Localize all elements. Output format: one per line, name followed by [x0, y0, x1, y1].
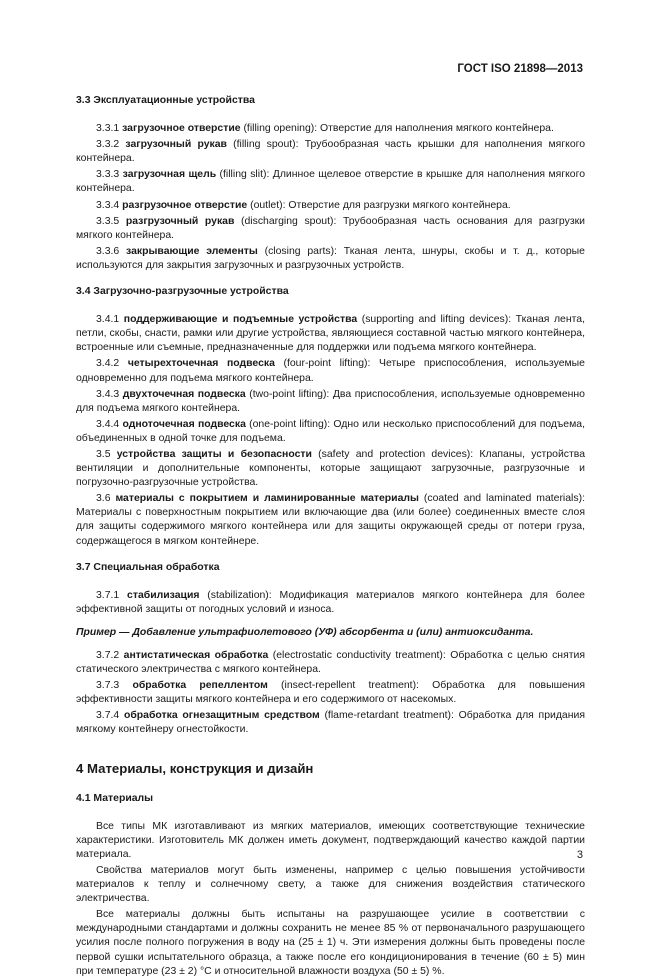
page-number: 3 [576, 849, 583, 861]
term-3-6: 3.6 материалы с покрытием и ламинированные материалы (coated and laminated materials): Материалы с поверхностным покрытием или включающие два (или более) соединенных вместе слоя для защиты содержимого мягкого контейнера или для защиты окружающей среды от потери груза, содержащегося в мягком контейнере. [76, 493, 585, 547]
term-3-3-4: 3.3.4 разгрузочное отверстие (outlet): Отверстие для разгрузки мягкого контейнера. [96, 199, 511, 211]
term-3-7-1: 3.7.1 стабилизация (stabilization): Модификация материалов мягкого контейнера для более эффективной защиты от погодных условий и износа. [76, 589, 585, 615]
subsection-title-3-4: 3.4 Загрузочно-разгрузочные устройства [76, 286, 289, 298]
term-3-3-2: 3.3.2 загрузочный рукав (filling spout): Трубообразная часть крышки для наполнения мягкого контейнера. [76, 139, 586, 165]
example-note: Пример — Добавление ультрафиолетового (УФ) абсорбента и (или) антиоксиданта. [76, 626, 534, 638]
document-code: ГОСТ ISO 21898—2013 [457, 63, 583, 75]
subsection-title-3-3: 3.3 Эксплуатационные устройства [76, 95, 255, 106]
term-3-3-3: 3.3.3 загрузочная щель (filling slit): Длинное щелевое отверстие в крышке для наполнения мягкого контейнера. [76, 169, 585, 195]
term-3-7-2: 3.7.2 антистатическая обработка (electrostatic conductivity treatment): Обработка с целью снятия статического электричества с мягкого контейнера. [76, 650, 585, 676]
paragraph-4-1-3: Все материалы должны быть испытаны на разрушающее усилие в соответствии с международными стандартами и должны сохранить не менее 85 % от первоначального разрушающего усилия после полного погружения в воду на (25 ± 1) ч. Эти измерения должны быть проведены после первой сушки испытательного образца, а также после его кондиционирования в течение (60 ± 5) мин при температуре (23 ± 2) °С и относительной влажности воздуха (50 ± 5) %. [76, 909, 585, 977]
term-3-3-1: 3.3.1 загрузочное отверстие (filling opening): Отверстие для наполнения мягкого контейнера. [96, 123, 554, 135]
term-3-4-1: 3.4.1 поддерживающие и подъемные устройства (supporting and lifting devices): Тканая лента, петли, скобы, снасти, рамки или другие устройства, являющиеся составной частью мягкого контейнера, встроенные или съемные, предназначенные для поддержки или подъема мягкого контейнера. [76, 314, 585, 354]
term-3-4-4: 3.4.4 одноточечная подвеска (one-point lifting): Одно или несколько приспособлений для подъема, объединенных в одной точке для подъема. [76, 418, 585, 444]
subsection-title-4-1: 4.1 Материалы [76, 792, 154, 804]
term-3-4-2: 3.4.2 четырехточечная подвеска (four-point lifting): Четыре приспособления, используемые одновременно для подъема мягкого контейнера. [76, 358, 585, 384]
term-3-3-6: 3.3.6 закрывающие элементы (closing parts): Тканая лента, шнуры, скобы и т. д., которые используются для закрытия загрузочных и разгрузочных устройств. [76, 245, 585, 271]
page-content [76, 94, 585, 979]
subsection-title-3-7: 3.7 Специальная обработка [76, 561, 220, 573]
term-3-7-3: 3.7.3 обработка репеллентом (insect-repellent treatment): Обработка для повышения эффективности защиты мягкого контейнера и его содержимого от насекомых. [76, 680, 585, 706]
paragraph-4-1-1: Все типы МК изготавливают из мягких материалов, имеющих соответствующие технические характеристики. Изготовитель МК должен иметь документ, подтверждающий качество каждой партии материала. [76, 820, 585, 860]
term-3-7-4: 3.7.4 обработка огнезащитным средством (flame-retardant treatment): Обработка для придания мягкому контейнеру огнестойкости. [76, 710, 585, 736]
term-3-4-3: 3.4.3 двухточечная подвеска (two-point lifting): Два приспособления, используемые одновременно для подъема мягкого контейнера. [76, 388, 585, 414]
term-3-5: 3.5 устройства защиты и безопасности (safety and protection devices): Клапаны, устройства вентиляции и дополнительные компоненты, которые защищают загрузочные, разгрузочные и погрузочно-разгрузочные устройства. [76, 448, 586, 489]
section-title-4: 4 Материалы, конструкция и дизайн [76, 760, 314, 776]
term-3-3-5: 3.3.5 разгрузочный рукав (discharging spout): Трубообразная часть основания для разгрузки мягкого контейнера. [76, 215, 586, 241]
paragraph-4-1-2: Свойства материалов могут быть изменены, например с целью повышения устойчивости материалов к теплу и солнечному свету, а также для снижения воздействия статического электричества. [76, 864, 585, 905]
